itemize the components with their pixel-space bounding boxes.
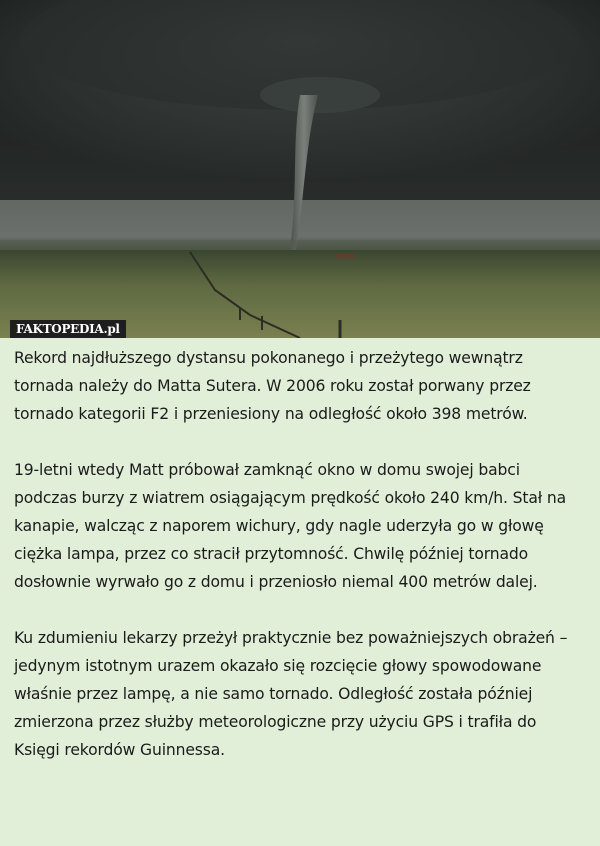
tornado-photo xyxy=(0,0,600,338)
tornado-illustration xyxy=(0,0,600,338)
faktopedia-logo: FAKTOPEDIA.pl xyxy=(10,320,126,338)
distant-building xyxy=(335,254,355,258)
horizon xyxy=(0,240,600,250)
paragraph: Ku zdumieniu lekarzy przeżył praktycznie bez poważniejszych obrażeń – jedynym istotnym urazem okazało się rozcięcie głowy spowodowane właśnie przez lampę, a nie samo tornado. Odległość została później zmierzona przez służby meteorologiczne przy użyciu GPS i trafiła do Księgi rekordów Guinnessa. xyxy=(14,629,568,759)
paragraph: Rekord najdłuższego dystansu pokonanego i przeżytego wewnątrz tornada należy do Matta Sutera. W 2006 roku został porwany przez tornado kategorii F2 i przeniesiony na odległość około 398 metrów. xyxy=(14,349,531,423)
article-body xyxy=(0,338,600,764)
paragraph: 19-letni wtedy Matt próbował zamknąć okno w domu swojej babci podczas burzy z wiatrem osiągającym prędkość około 240 km/h. Stał na kanapie, walcząc z naporem wichury, gdy nagle uderzyła go w głowę ciężka lampa, przez co stracił przytomność. Chwilę później tornado dosłownie wyrwało go z domu i przeniosło niemal 400 metrów dalej. xyxy=(14,461,566,591)
wall-cloud xyxy=(260,77,380,113)
